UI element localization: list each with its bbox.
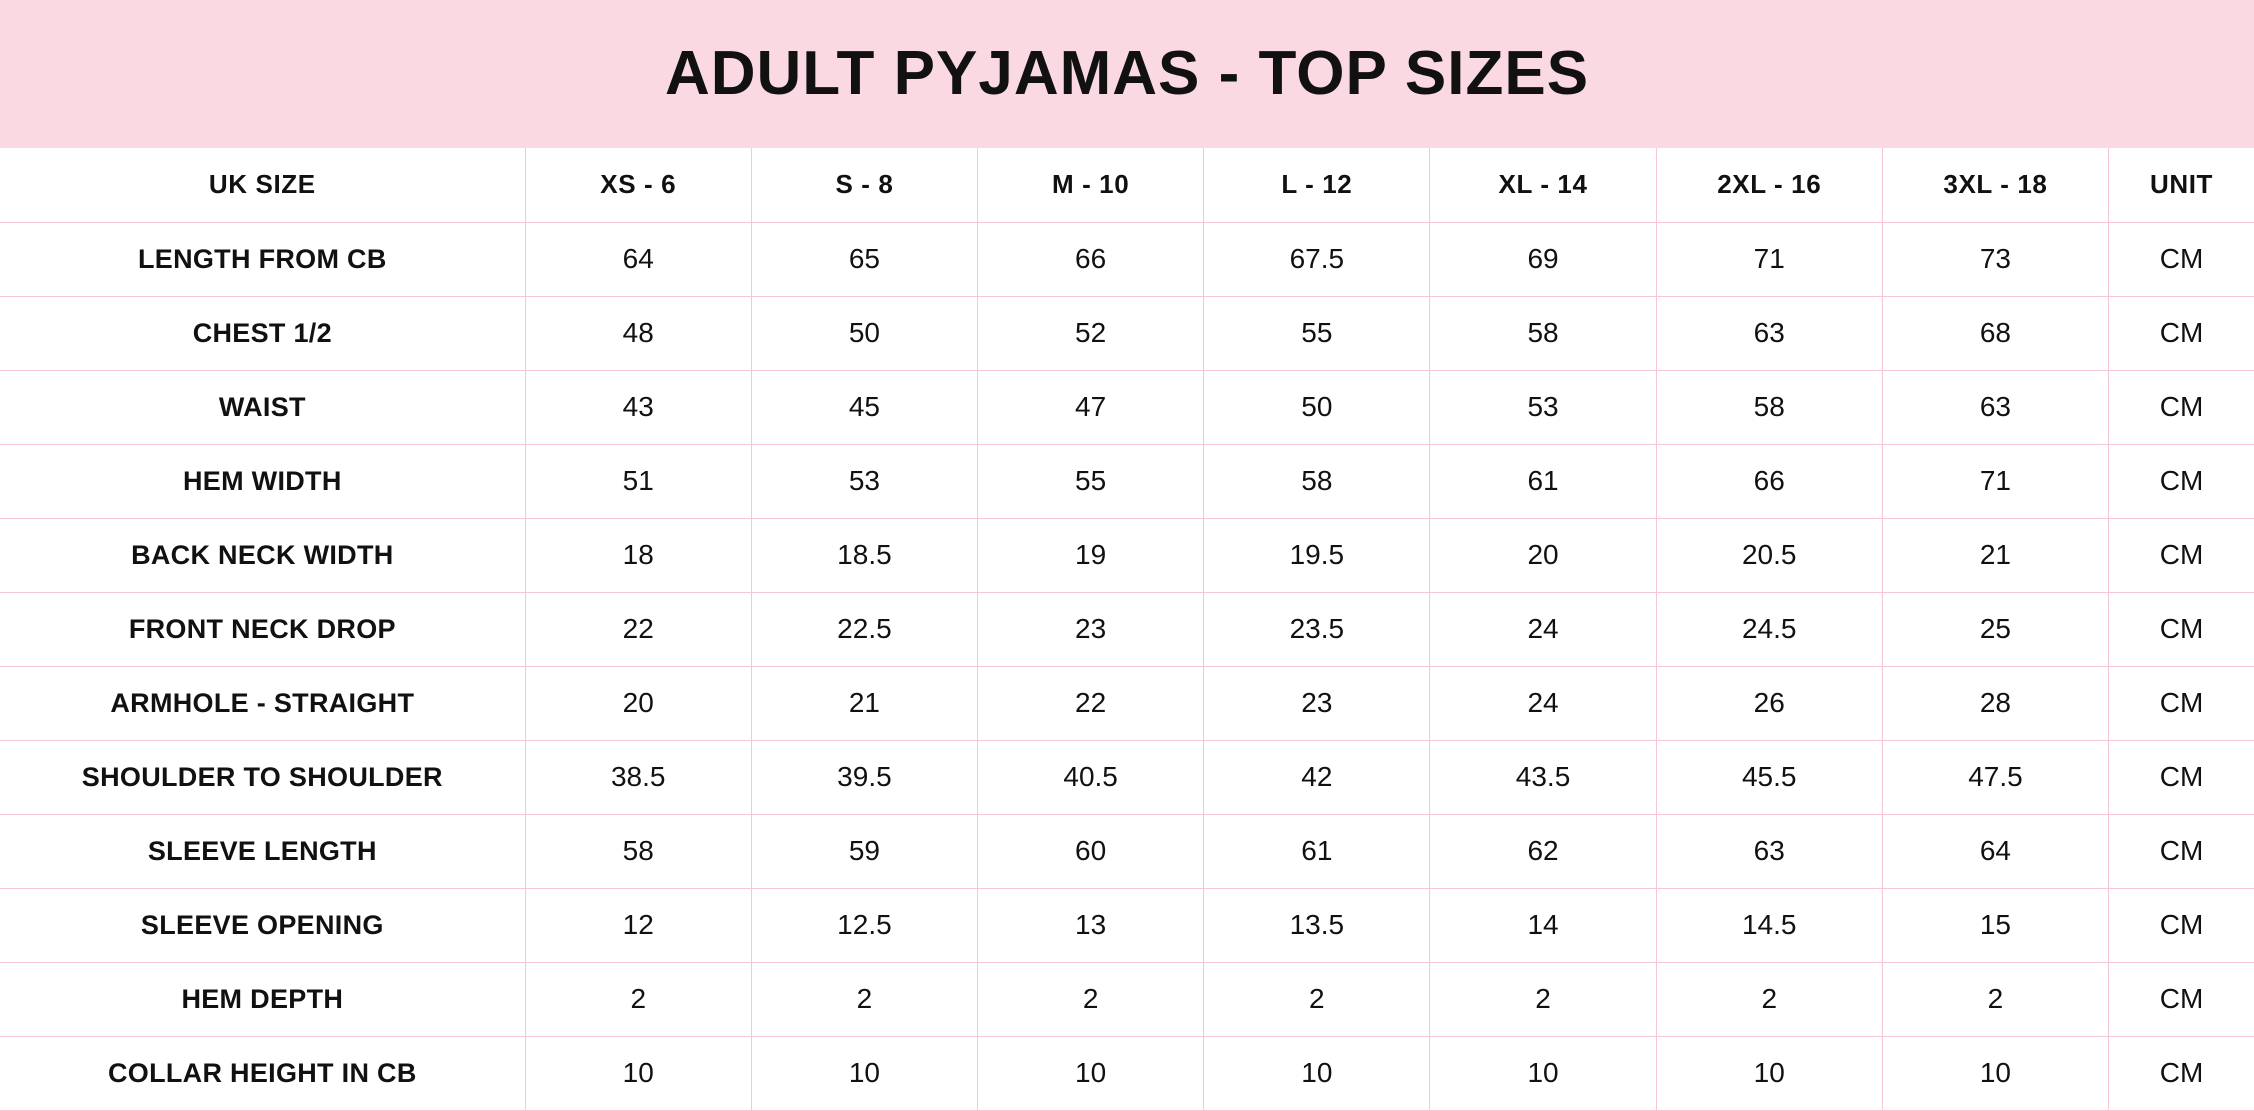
cell-value: 2 xyxy=(1204,962,1430,1036)
cell-value: 12.5 xyxy=(751,888,977,962)
row-label: BACK NECK WIDTH xyxy=(0,518,525,592)
cell-value: 68 xyxy=(1882,296,2108,370)
table-row xyxy=(0,740,2254,814)
cell-value: 10 xyxy=(1882,1036,2108,1110)
header-size-6: 3XL - 18 xyxy=(1882,148,2108,222)
cell-value: 71 xyxy=(1656,222,1882,296)
cell-value: 10 xyxy=(978,1036,1204,1110)
cell-value: 2 xyxy=(1430,962,1656,1036)
header-size-5: 2XL - 16 xyxy=(1656,148,1882,222)
cell-value: 51 xyxy=(525,444,751,518)
cell-unit: CM xyxy=(2109,296,2254,370)
cell-value: 58 xyxy=(1430,296,1656,370)
cell-value: 2 xyxy=(978,962,1204,1036)
row-label: SLEEVE OPENING xyxy=(0,888,525,962)
cell-unit: CM xyxy=(2109,666,2254,740)
cell-value: 20 xyxy=(525,666,751,740)
cell-value: 42 xyxy=(1204,740,1430,814)
cell-value: 12 xyxy=(525,888,751,962)
row-label: COLLAR HEIGHT IN CB xyxy=(0,1036,525,1110)
cell-unit: CM xyxy=(2109,888,2254,962)
cell-unit: CM xyxy=(2109,222,2254,296)
cell-value: 22 xyxy=(525,592,751,666)
row-label: HEM DEPTH xyxy=(0,962,525,1036)
cell-unit: CM xyxy=(2109,518,2254,592)
cell-value: 43.5 xyxy=(1430,740,1656,814)
table-row xyxy=(0,592,2254,666)
cell-value: 23 xyxy=(1204,666,1430,740)
cell-value: 18 xyxy=(525,518,751,592)
cell-value: 10 xyxy=(1204,1036,1430,1110)
table-row xyxy=(0,296,2254,370)
cell-unit: CM xyxy=(2109,592,2254,666)
cell-value: 2 xyxy=(1882,962,2108,1036)
table-body xyxy=(0,222,2254,1110)
cell-value: 38.5 xyxy=(525,740,751,814)
cell-value: 53 xyxy=(1430,370,1656,444)
cell-value: 63 xyxy=(1656,296,1882,370)
row-label: ARMHOLE - STRAIGHT xyxy=(0,666,525,740)
title-banner xyxy=(0,0,2254,148)
row-label: WAIST xyxy=(0,370,525,444)
table-row xyxy=(0,814,2254,888)
cell-value: 61 xyxy=(1430,444,1656,518)
cell-value: 39.5 xyxy=(751,740,977,814)
cell-value: 62 xyxy=(1430,814,1656,888)
cell-value: 10 xyxy=(1656,1036,1882,1110)
cell-value: 19.5 xyxy=(1204,518,1430,592)
row-label: SHOULDER TO SHOULDER xyxy=(0,740,525,814)
row-label: SLEEVE LENGTH xyxy=(0,814,525,888)
cell-value: 66 xyxy=(1656,444,1882,518)
cell-unit: CM xyxy=(2109,370,2254,444)
cell-value: 10 xyxy=(525,1036,751,1110)
header-size-1: S - 8 xyxy=(751,148,977,222)
cell-value: 59 xyxy=(751,814,977,888)
cell-value: 15 xyxy=(1882,888,2108,962)
table-header xyxy=(0,148,2254,222)
cell-value: 65 xyxy=(751,222,977,296)
cell-value: 47 xyxy=(978,370,1204,444)
header-unit: UNIT xyxy=(2109,148,2254,222)
cell-unit: CM xyxy=(2109,444,2254,518)
cell-value: 24.5 xyxy=(1656,592,1882,666)
cell-value: 53 xyxy=(751,444,977,518)
cell-value: 50 xyxy=(1204,370,1430,444)
table-row xyxy=(0,518,2254,592)
cell-value: 64 xyxy=(525,222,751,296)
cell-value: 63 xyxy=(1882,370,2108,444)
header-row xyxy=(0,148,2254,222)
cell-value: 73 xyxy=(1882,222,2108,296)
cell-value: 23 xyxy=(978,592,1204,666)
cell-value: 43 xyxy=(525,370,751,444)
cell-value: 10 xyxy=(1430,1036,1656,1110)
cell-value: 20.5 xyxy=(1656,518,1882,592)
cell-value: 13.5 xyxy=(1204,888,1430,962)
size-chart-table xyxy=(0,148,2254,1111)
cell-value: 66 xyxy=(978,222,1204,296)
cell-value: 48 xyxy=(525,296,751,370)
header-uk-size: UK SIZE xyxy=(0,148,525,222)
table-row xyxy=(0,222,2254,296)
cell-value: 24 xyxy=(1430,592,1656,666)
cell-unit: CM xyxy=(2109,814,2254,888)
cell-unit: CM xyxy=(2109,1036,2254,1110)
header-size-2: M - 10 xyxy=(978,148,1204,222)
cell-value: 10 xyxy=(751,1036,977,1110)
cell-value: 61 xyxy=(1204,814,1430,888)
table-row xyxy=(0,1036,2254,1110)
cell-value: 19 xyxy=(978,518,1204,592)
cell-value: 60 xyxy=(978,814,1204,888)
table-row xyxy=(0,666,2254,740)
table-row xyxy=(0,962,2254,1036)
cell-unit: CM xyxy=(2109,962,2254,1036)
cell-value: 22 xyxy=(978,666,1204,740)
cell-value: 26 xyxy=(1656,666,1882,740)
cell-value: 28 xyxy=(1882,666,2108,740)
cell-value: 58 xyxy=(1204,444,1430,518)
cell-value: 14 xyxy=(1430,888,1656,962)
cell-value: 58 xyxy=(525,814,751,888)
cell-value: 47.5 xyxy=(1882,740,2108,814)
header-size-4: XL - 14 xyxy=(1430,148,1656,222)
cell-value: 14.5 xyxy=(1656,888,1882,962)
table-row xyxy=(0,370,2254,444)
cell-value: 69 xyxy=(1430,222,1656,296)
row-label: FRONT NECK DROP xyxy=(0,592,525,666)
cell-value: 64 xyxy=(1882,814,2108,888)
cell-value: 50 xyxy=(751,296,977,370)
cell-value: 55 xyxy=(1204,296,1430,370)
cell-value: 40.5 xyxy=(978,740,1204,814)
page-title: ADULT PYJAMAS - TOP SIZES xyxy=(664,39,1590,108)
cell-value: 24 xyxy=(1430,666,1656,740)
cell-value: 63 xyxy=(1656,814,1882,888)
cell-value: 45 xyxy=(751,370,977,444)
row-label: CHEST 1/2 xyxy=(0,296,525,370)
cell-value: 20 xyxy=(1430,518,1656,592)
cell-unit: CM xyxy=(2109,740,2254,814)
cell-value: 25 xyxy=(1882,592,2108,666)
cell-value: 55 xyxy=(978,444,1204,518)
table-row xyxy=(0,888,2254,962)
cell-value: 2 xyxy=(1656,962,1882,1036)
cell-value: 45.5 xyxy=(1656,740,1882,814)
cell-value: 21 xyxy=(1882,518,2108,592)
cell-value: 2 xyxy=(751,962,977,1036)
cell-value: 71 xyxy=(1882,444,2108,518)
cell-value: 58 xyxy=(1656,370,1882,444)
cell-value: 2 xyxy=(525,962,751,1036)
table-row xyxy=(0,444,2254,518)
cell-value: 21 xyxy=(751,666,977,740)
cell-value: 22.5 xyxy=(751,592,977,666)
header-size-3: L - 12 xyxy=(1204,148,1430,222)
row-label: LENGTH FROM CB xyxy=(0,222,525,296)
row-label: HEM WIDTH xyxy=(0,444,525,518)
cell-value: 18.5 xyxy=(751,518,977,592)
cell-value: 52 xyxy=(978,296,1204,370)
cell-value: 67.5 xyxy=(1204,222,1430,296)
cell-value: 23.5 xyxy=(1204,592,1430,666)
header-size-0: XS - 6 xyxy=(525,148,751,222)
cell-value: 13 xyxy=(978,888,1204,962)
